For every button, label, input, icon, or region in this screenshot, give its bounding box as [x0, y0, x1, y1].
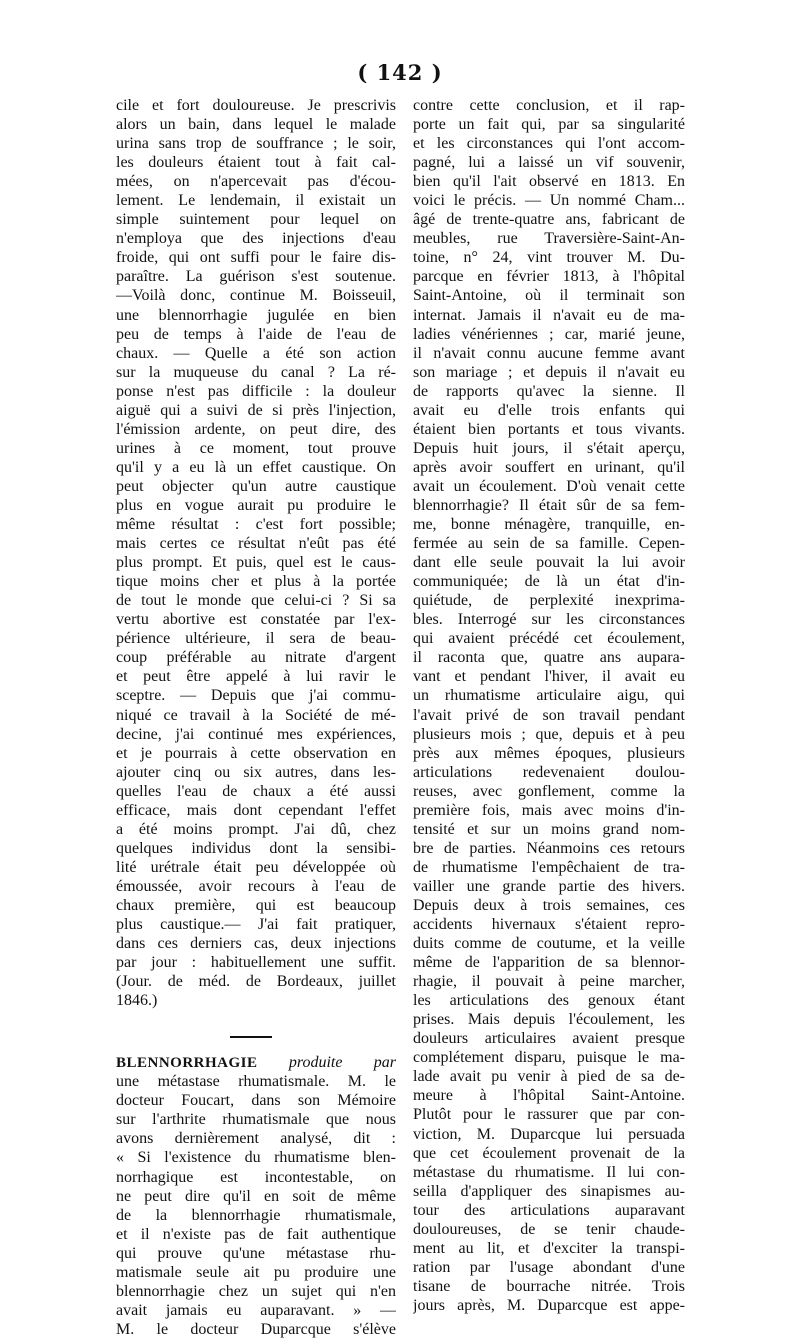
- text-line: sur la muqueuse du canal ? La ré-: [116, 363, 396, 381]
- text-line: n'employa que des injections d'eau: [116, 230, 396, 248]
- text-line: vant et pendant l'hiver, il avait eu: [413, 668, 685, 686]
- text-line: âgé de trente-quatre ans, fabricant de: [413, 211, 685, 229]
- text-line: decine, j'ai continué mes expériences,: [116, 725, 396, 743]
- text-line: blennorrhagie chez un sujet qui n'en: [116, 1282, 396, 1300]
- text-line: simple suintement pour lequel on: [116, 211, 396, 229]
- text-line: chaux. — Quelle a été son action: [116, 344, 396, 362]
- text-line: même de l'apparition de sa blennor-: [413, 954, 685, 972]
- text-line: avait eu d'elle trois enfants qui: [413, 401, 685, 419]
- text-line: —Voilà donc, continue M. Boisseuil,: [116, 287, 396, 305]
- text-line: ment au lit, et d'exciter la transpi-: [413, 1239, 685, 1257]
- text-line: « Si l'existence du rhumatisme blen-: [116, 1149, 396, 1167]
- text-line: porte un fait qui, par sa singularité: [413, 116, 685, 134]
- text-line: les articulations des genoux étant: [413, 992, 685, 1010]
- text-line: alors un bain, dans lequel le malade: [116, 116, 396, 134]
- text-line: fermée au sein de sa famille. Cepen-: [413, 535, 685, 553]
- text-line: quelques individus dont la sensibi-: [116, 839, 396, 857]
- text-line: prises. Mais depuis l'écoulement, les: [413, 1011, 685, 1029]
- text-line: M. le docteur Duparcque s'élève: [116, 1320, 396, 1338]
- text-line: niqué ce travail à la Société de mé-: [116, 706, 396, 724]
- text-line: première fois, mais avec moins d'in-: [413, 801, 685, 819]
- text-line: ration par l'usage abondant d'une: [413, 1258, 685, 1276]
- text-line: ponse n'est pas difficile : la douleur: [116, 382, 396, 400]
- text-line: accidents hivernaux s'étaient repro-: [413, 916, 685, 934]
- text-line: avait un écoulement. D'où venait cette: [413, 477, 685, 495]
- text-line: vailler une grande partie des hivers.: [413, 877, 685, 895]
- text-line: sur l'arthrite rhumatismale que nous: [116, 1111, 396, 1129]
- text-line: plus en vogue aurait pu produire le: [116, 496, 396, 514]
- text-line: douloureuses, de se tenir chaude-: [413, 1220, 685, 1238]
- text-line: plus prompt. Et puis, quel est le caus-: [116, 554, 396, 572]
- text-line: urines à ce moment, tout prouve: [116, 439, 396, 457]
- section-spacer: [116, 1010, 396, 1034]
- text-line: docteur Foucart, dans son Mémoire: [116, 1092, 396, 1110]
- left-column: [116, 96, 396, 1339]
- text-line: lement. Le lendemain, il existait un: [116, 192, 396, 210]
- text-line: communiquée; de là un état d'in-: [413, 573, 685, 591]
- text-line: parcque en février 1813, à l'hôpital: [413, 268, 685, 286]
- text-line: voici le précis. — Un nommé Cham...: [413, 192, 685, 210]
- text-line: et il n'existe pas de fait authentique: [116, 1225, 396, 1243]
- text-line: tisane de bourrache nitrée. Trois: [413, 1277, 685, 1295]
- text-line: qu'il y a eu là un effet caustique. On: [116, 458, 396, 476]
- right-column: [413, 96, 685, 1315]
- text-line: chaux première, qui est beaucoup: [116, 896, 396, 914]
- text-line: paraître. La guérison s'est soutenue.: [116, 268, 396, 286]
- text-line: quiétude, de perplexité inexprima-: [413, 592, 685, 610]
- text-line: près aux mêmes époques, plusieurs: [413, 744, 685, 762]
- text-line: meubles, rue Traversière-Saint-An-: [413, 230, 685, 248]
- text-line: Plutôt pour le rassurer que par con-: [413, 1106, 685, 1124]
- text-line: lité urétrale était peu développée où: [116, 858, 396, 876]
- text-line: Depuis deux à trois semaines, ces: [413, 896, 685, 914]
- text-line: ladies vénériennes ; car, marié jeune,: [413, 325, 685, 343]
- text-line: contre cette conclusion, et il rap-: [413, 97, 685, 114]
- text-line: une métastase rhumatismale. M. le: [116, 1073, 396, 1091]
- text-line: 1846.): [116, 992, 158, 1010]
- text-line: émoussée, avoir recours à l'eau de: [116, 877, 396, 895]
- section-divider: [116, 1034, 396, 1043]
- text-line: pagné, lui a laissé un vif souvenir,: [413, 154, 685, 172]
- text-line: (Jour. de méd. de Bordeaux, juillet: [116, 973, 396, 991]
- text-line: qui prouve qu'une métastase rhu-: [116, 1244, 396, 1262]
- text-line: viction, M. Duparcque lui persuada: [413, 1125, 685, 1143]
- text-line: de la blennorrhagie rhumatismale,: [116, 1206, 396, 1224]
- text-line: et les circonstances qui l'ont accom-: [413, 135, 685, 153]
- text-line: il raconta que, quatre ans aupara-: [413, 649, 685, 667]
- text-line: urina sans trop de souffrance ; le soir,: [116, 135, 396, 153]
- text-line: dans ces derniers cas, deux injections: [116, 935, 396, 953]
- text-line: de rapports qu'avec la sienne. Il: [413, 382, 685, 400]
- text-line: bre de parties. Néanmoins ces retours: [413, 839, 685, 857]
- text-line: plusieurs mois ; que, depuis et à peu: [413, 725, 685, 743]
- text-line: tique moins cher et plus à la portée: [116, 573, 396, 591]
- text-line: avons dernièrement analysé, dit :: [116, 1130, 396, 1148]
- text-line: Saint-Antoine, où il terminait son: [413, 287, 685, 305]
- text-line: rhagie, il pouvait à peine marcher,: [413, 973, 685, 991]
- text-line: peu de temps à l'aide de l'eau de: [116, 325, 396, 343]
- text-line: l'émission ardente, on peut dire, des: [116, 420, 396, 438]
- text-line: bien qu'il l'ait observé en 1813. En: [413, 173, 685, 191]
- text-line: plus caustique.— J'ai fait pratiquer,: [116, 916, 396, 934]
- text-line: et peut être appelé à lui ravir le: [116, 668, 396, 686]
- text-line: l'avait privé de son travail pendant: [413, 706, 685, 724]
- text-line: blennorrhagie? Il était sûr de sa fem-: [413, 496, 685, 514]
- text-line: vertu abortive est constatée par l'ex-: [116, 611, 396, 629]
- section-spacer: [116, 1043, 396, 1053]
- text-line: un rhumatisme articulaire aigu, qui: [413, 687, 685, 705]
- text-line: ne peut dire qu'il en soit de même: [116, 1187, 396, 1205]
- text-line: une blennorrhagie jugulée en bien: [116, 306, 396, 324]
- text-line: dant elle seule pouvait la lui avoir: [413, 554, 685, 572]
- text-line: Depuis huit jours, il s'était aperçu,: [413, 439, 685, 457]
- text-line: il n'avait connu aucune femme avant: [413, 344, 685, 362]
- text-line: jours après, M. Duparcque est appe-: [413, 1296, 685, 1314]
- text-line: a été moins prompt. J'ai dû, chez: [116, 820, 396, 838]
- text-line: bles. Interrogé sur les circonstances: [413, 611, 685, 629]
- text-line: avait jamais eu auparavant. » —: [116, 1301, 396, 1319]
- text-line: norrhagique est incontestable, on: [116, 1168, 396, 1186]
- section-heading-title: BLENNORRHAGIE: [116, 1055, 258, 1072]
- text-line: internat. Jamais il n'avait eu de ma-: [413, 306, 685, 324]
- text-line: de rhumatisme l'empêchaient de tra-: [413, 858, 685, 876]
- section-heading: [116, 1053, 396, 1072]
- text-line: matismale seule ait pu produire une: [116, 1263, 396, 1281]
- text-line: métastase du rhumatisme. Il lui con-: [413, 1163, 685, 1181]
- text-line: douleurs articulaires avaient presque: [413, 1030, 685, 1048]
- text-line: meure à l'hôpital Saint-Antoine.: [413, 1087, 685, 1105]
- text-line: étaient bien portants et tous vivants.: [413, 420, 685, 438]
- text-line: me, bonne ménagère, tranquille, en-: [413, 516, 685, 534]
- text-line: de tout le monde que celui-ci ? Si sa: [116, 592, 396, 610]
- text-line: peut objecter qu'un autre caustique: [116, 477, 396, 495]
- text-line: articulations redevenaient doulou-: [413, 763, 685, 781]
- page-number: ( 142 ): [357, 60, 443, 85]
- text-line: duits comme de coutume, et la veille: [413, 935, 685, 953]
- text-line: efficace, mais dont cependant l'effet: [116, 801, 396, 819]
- text-line: froide, qui ont suffi pour le faire dis-: [116, 249, 396, 267]
- text-line: son mariage ; et depuis il n'avait eu: [413, 363, 685, 381]
- text-line: lade avait pu venir à pied de sa de-: [413, 1068, 685, 1086]
- text-line: mais certes ce résultat n'eût pas été: [116, 535, 396, 553]
- text-line: aiguë qui a suivi de si près l'injection,: [116, 401, 396, 419]
- text-line: reuses, avec gonflement, comme la: [413, 782, 685, 800]
- text-line: mées, on n'apercevait pas d'écou-: [116, 173, 396, 191]
- text-line: tensité et sur un moins grand nom-: [413, 820, 685, 838]
- text-line: complétement disparu, puisque le ma-: [413, 1049, 685, 1067]
- text-line: sceptre. — Depuis que j'ai commu-: [116, 687, 396, 705]
- text-line: seilla d'appliquer des sinapismes au-: [413, 1182, 685, 1200]
- text-line: et je pourrais à cette observation en: [116, 744, 396, 762]
- text-line: toine, n° 24, vint trouver M. Du-: [413, 249, 685, 267]
- text-line: même résultat : c'est fort possible;: [116, 516, 396, 534]
- text-line: après avoir souffert en urinant, qu'il: [413, 458, 685, 476]
- text-line: coup préférable au nitrate d'argent: [116, 649, 396, 667]
- text-line: périence ultérieure, il sera de beau-: [116, 630, 396, 648]
- text-line: par jour : habituellement une suffit.: [116, 954, 396, 972]
- text-line: les douleurs étaient tout à fait cal-: [116, 154, 396, 172]
- text-line: cile et fort douloureuse. Je prescrivis: [116, 97, 396, 114]
- text-line: quelles l'eau de chaux a été aussi: [116, 782, 396, 800]
- text-line: qui avaient précédé cet écoulement,: [413, 630, 685, 648]
- section-heading-rest: produite par: [257, 1054, 396, 1072]
- text-line: que cet écoulement provenait de la: [413, 1144, 685, 1162]
- text-line: ajouter cinq ou six autres, dans les-: [116, 763, 396, 781]
- text-line: tour des articulations auparavant: [413, 1201, 685, 1219]
